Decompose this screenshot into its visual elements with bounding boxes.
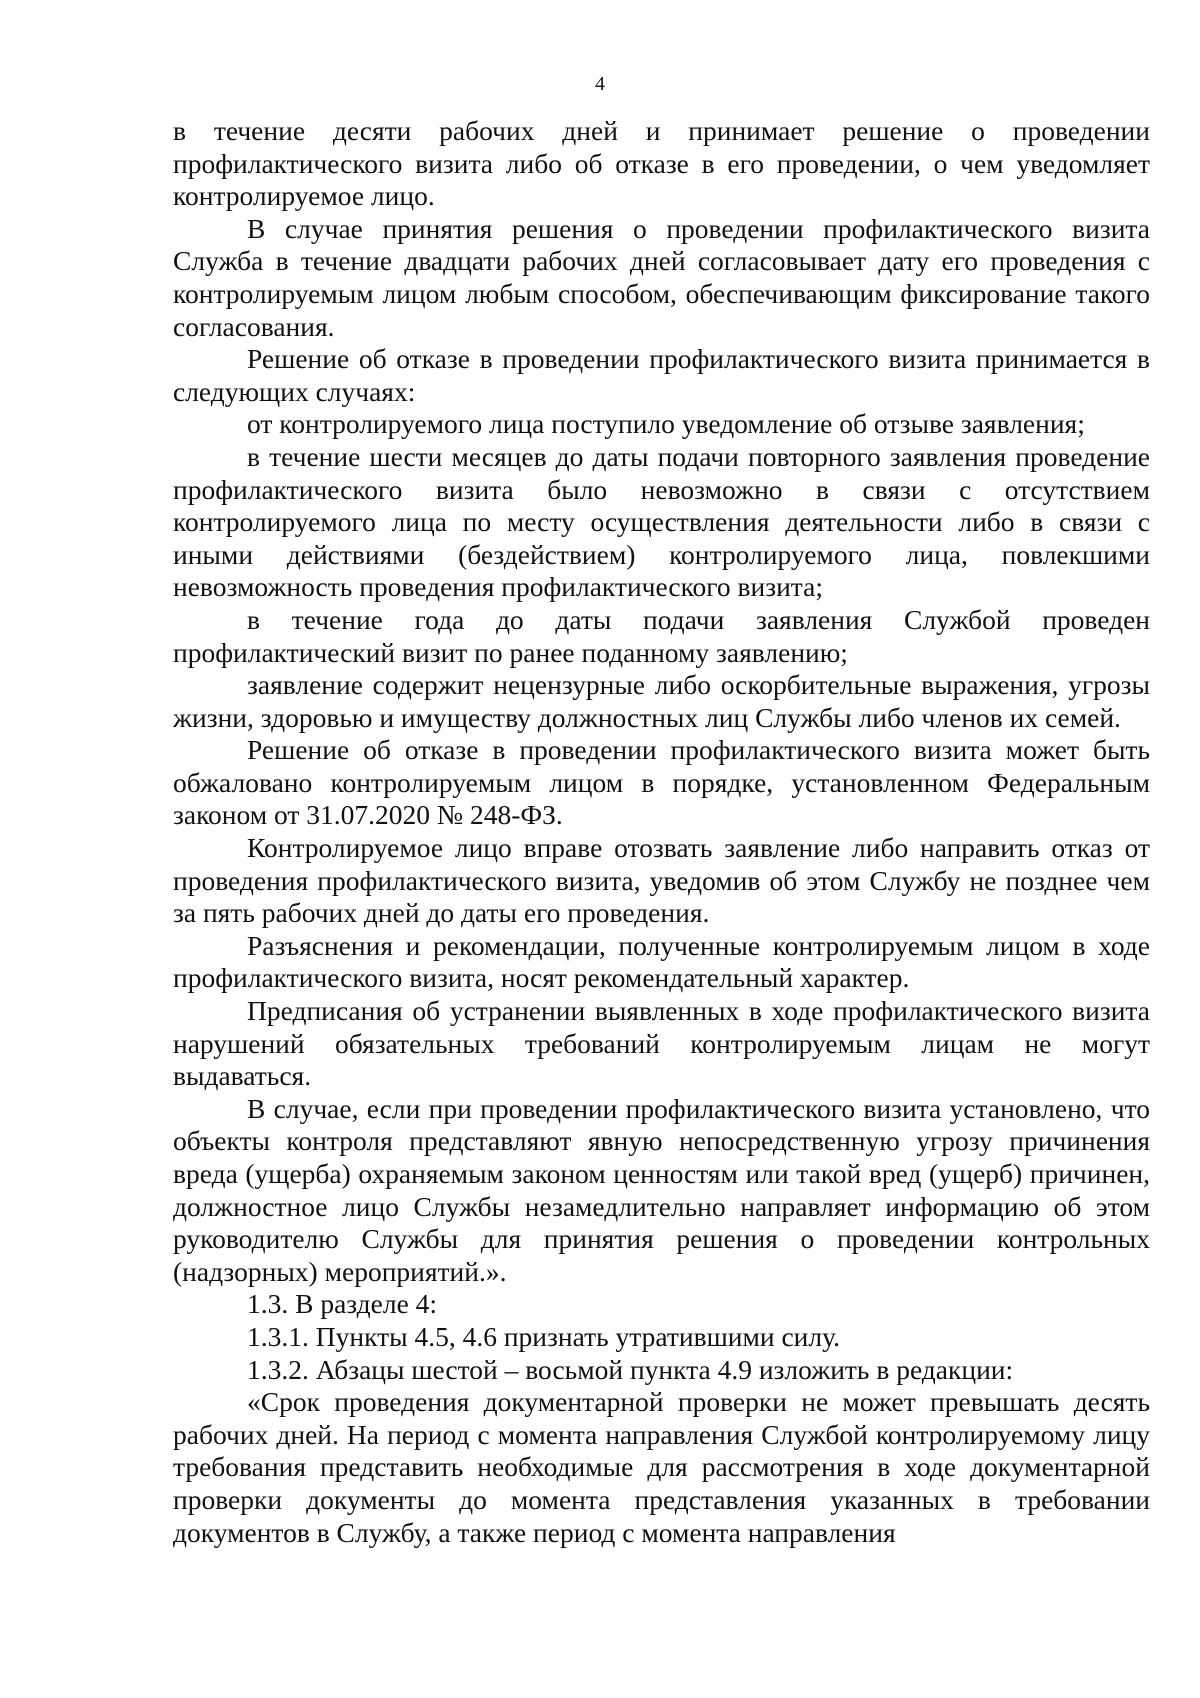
quoted-paragraph: «Срок проведения документарной проверки не может превышать десять рабочих дней. На период с момента направления Службой контролируемому лицу требования представить необходимые для рассмотрения в ходе документарной проверки документы до момента представления указанных в требовании документов в Службу, а также период с момента направления bbox=[173, 1386, 1150, 1548]
paragraph: В случае, если при проведении профилактического визита установлено, что объекты контроля представляют явную непосредственную угрозу причинения вреда (ущерба) охраняемым законом ценностям или такой вред (ущерб) причинен, должностное лицо Службы незамедлительно направляет информацию об этом руководителю Службы для принятия решения о проведении контрольных (надзорных) мероприятий.». bbox=[173, 1092, 1150, 1287]
section-heading: 1.3. В разделе 4: bbox=[247, 1288, 438, 1320]
paragraph: в течение десяти рабочих дней и принимает решение о проведении профилактического визита либо об отказе в его проведении, о чем уведомляет контролируемое лицо. bbox=[173, 115, 1150, 212]
clause-item: 1.3.2. Абзацы шестой – восьмой пункта 4.9 изложить в редакции: bbox=[247, 1353, 1014, 1385]
list-item: заявление содержит нецензурные либо оскорбительные выражения, угрозы жизни, здоровью и имуществу должностных лиц Службы либо членов их семей. bbox=[173, 669, 1150, 733]
paragraph: Решение об отказе в проведении профилактического визита может быть обжаловано контролируемым лицом в порядке, установленном Федеральным законом от 31.07.2020 № 248-ФЗ. bbox=[173, 734, 1150, 831]
paragraph: Решение об отказе в проведении профилактического визита принимается в следующих случаях: bbox=[173, 343, 1150, 407]
document-body bbox=[173, 115, 1150, 1549]
paragraph: В случае принятия решения о проведении профилактического визита Служба в течение двадцати рабочих дней согласовывает дату его проведения с контролируемым лицом любым способом, обеспечивающим фиксирование такого согласования. bbox=[173, 212, 1150, 342]
list-item: от контролируемого лица поступило уведомление об отзыве заявления; bbox=[247, 408, 1085, 440]
paragraph: Предписания об устранении выявленных в ходе профилактического визита нарушений обязательных требований контролируемым лицам не могут выдаваться. bbox=[173, 995, 1150, 1092]
clause-item: 1.3.1. Пункты 4.5, 4.6 признать утратившими силу. bbox=[247, 1320, 840, 1352]
paragraph: Разъяснения и рекомендации, полученные контролируемым лицом в ходе профилактического визита, носят рекомендательный характер. bbox=[173, 929, 1150, 994]
list-item: в течение года до даты подачи заявления Службой проведен профилактический визит по ранее поданному заявлению; bbox=[173, 603, 1150, 668]
list-item: в течение шести месяцев до даты подачи повторного заявления проведение профилактического визита было невозможно в связи с отсутствием контролируемого лица по месту осуществления деятельности либо в связи с иными действиями (бездействием) контролируемого лица, повлекшими невозможность проведения профилактического визита; bbox=[173, 440, 1150, 603]
paragraph: Контролируемое лицо вправе отозвать заявление либо направить отказ от проведения профилактического визита, уведомив об этом Службу не позднее чем за пять рабочих дней до даты его проведения. bbox=[173, 832, 1150, 929]
page-number: 4 bbox=[595, 73, 605, 95]
